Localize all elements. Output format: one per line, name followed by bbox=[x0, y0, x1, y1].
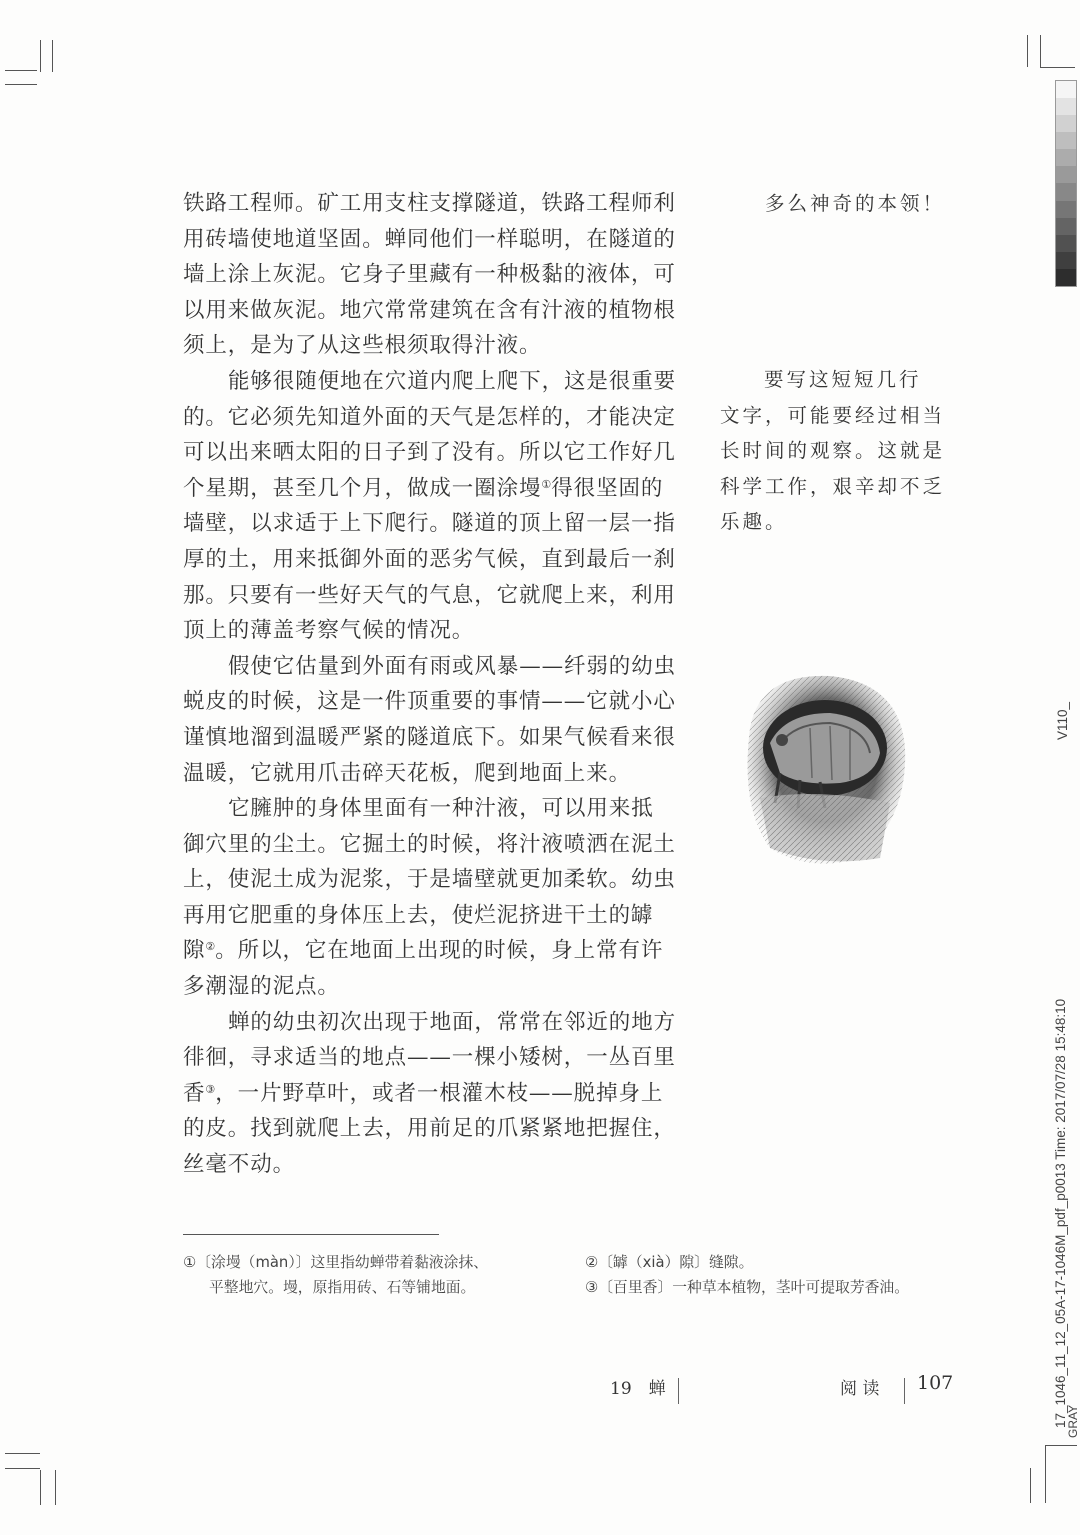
crop-mark bbox=[1040, 35, 1041, 67]
print-job-info: 17_1046_11_12_05A-17-1046M_pdf_p0013 Time: 2017/07/28 15:48:10 bbox=[1053, 998, 1068, 1428]
text-line: 那。只要有一些好天气的气息，它就爬上来，利用 bbox=[183, 582, 676, 608]
crop-mark bbox=[5, 1468, 40, 1469]
text-line: 铁路工程师。矿工用支柱支撑隧道，铁路工程师利 bbox=[183, 191, 676, 216]
gray-step bbox=[1056, 149, 1076, 166]
grayscale-calibration-bar bbox=[1055, 80, 1077, 287]
text-line: 蜕皮的时候，这是一件顶重要的事情——它就小心 bbox=[183, 689, 676, 715]
text-line: 香③，一片野草叶，或者一根灌木枝——脱掉身上 bbox=[183, 1080, 664, 1106]
gray-step bbox=[1056, 235, 1076, 252]
text-line: 的。它必须先知道外面的天气是怎样的，才能决定 bbox=[183, 404, 676, 430]
crop-mark bbox=[1030, 1468, 1031, 1503]
side-note-line: 科学工作，艰辛却不乏 bbox=[720, 474, 946, 498]
text-line: 多潮湿的泥点。 bbox=[183, 974, 340, 1000]
footnote-reference[interactable]: ② bbox=[205, 940, 216, 954]
text-line: 用砖墙使地道坚固。蝉同他们一样聪明，在隧道的 bbox=[183, 226, 676, 252]
crop-mark bbox=[55, 1470, 56, 1505]
text-line: 再用它肥重的身体压上去，使烂泥挤进干土的罅 bbox=[183, 902, 654, 928]
text-line: 温暖，它就用爪击碎天花板，爬到地面上来。 bbox=[183, 760, 632, 786]
crop-mark bbox=[5, 84, 37, 85]
page-number: 107 bbox=[917, 1372, 954, 1394]
side-note-2 bbox=[720, 362, 945, 540]
text-line: 假使它估量到外面有雨或风暴——纤弱的幼虫 bbox=[228, 653, 677, 679]
crop-mark bbox=[5, 1453, 40, 1454]
gray-step bbox=[1056, 98, 1076, 115]
text-line: 能够很随便地在穴道内爬上爬下，这是很重要 bbox=[228, 368, 677, 394]
text-line: 御穴里的尘土。它掘土的时候，将汁液喷洒在泥土 bbox=[183, 831, 676, 857]
crop-mark bbox=[1045, 1445, 1077, 1446]
crop-mark bbox=[1027, 35, 1028, 67]
footnote-1-line: 平整地穴。墁，原指用砖、石等铺地面。 bbox=[209, 1279, 476, 1296]
footnote-3: ③〔百里香〕一种草本植物，茎叶可提取芳香油。 bbox=[585, 1279, 910, 1296]
text-line: 须上，是为了从这些根须取得汁液。 bbox=[183, 333, 542, 359]
text-line: 它臃肿的身体里面有一种汁液，可以用来抵 bbox=[228, 796, 654, 822]
cicada-nymph-illustration bbox=[740, 668, 910, 873]
text-line: 墙壁，以求适于上下爬行。隧道的顶上留一层一指 bbox=[183, 511, 676, 537]
crop-mark bbox=[5, 70, 37, 71]
gray-step bbox=[1056, 201, 1076, 218]
section-name: 阅 读 bbox=[840, 1379, 880, 1399]
side-note-1: 多么神奇的本领！ bbox=[765, 192, 946, 215]
footnote-1-line: ①〔涂墁（màn）〕这里指幼蝉带着黏液涂抹、 bbox=[183, 1254, 489, 1271]
gray-step bbox=[1056, 269, 1076, 286]
side-note-line: 乐趣。 bbox=[720, 510, 788, 534]
text-line: 的皮。找到就爬上去，用前足的爪紧紧地把握住， bbox=[183, 1116, 676, 1142]
lesson-title: 19 蝉 bbox=[610, 1379, 666, 1399]
text-line: 隙②。所以，它在地面上出现的时候，身上常有许 bbox=[183, 938, 664, 964]
text-line: 个星期，甚至几个月，做成一圈涂墁①得很坚固的 bbox=[183, 475, 664, 501]
gray-step bbox=[1056, 115, 1076, 132]
gray-step bbox=[1056, 252, 1076, 269]
footer-separator bbox=[904, 1378, 905, 1404]
footer-separator bbox=[678, 1378, 679, 1404]
crop-mark bbox=[1040, 67, 1075, 68]
gray-step bbox=[1056, 183, 1076, 200]
text-line: 蝉的幼虫初次出现于地面，常常在邻近的地方 bbox=[228, 1009, 677, 1035]
text-line: 上，使泥土成为泥浆，于是墙壁就更加柔软。幼虫 bbox=[183, 867, 676, 893]
gray-step bbox=[1056, 166, 1076, 183]
crop-mark bbox=[1045, 1445, 1046, 1503]
text-line: 丝毫不动。 bbox=[183, 1152, 296, 1178]
side-note-line: 长时间的观察。这就是 bbox=[720, 439, 946, 463]
color-mode-mark: GRAY bbox=[1066, 1404, 1080, 1438]
gray-step bbox=[1056, 81, 1076, 98]
main-text-column bbox=[183, 186, 683, 1183]
text-line: 顶上的薄盖考察气候的情况。 bbox=[183, 618, 475, 644]
text-line: 徘徊，寻求适当的地点——一棵小矮树，一丛百里 bbox=[183, 1045, 676, 1071]
gray-step bbox=[1056, 218, 1076, 235]
side-note-line: 文字，可能要经过相当 bbox=[720, 403, 946, 427]
version-mark: V110_ bbox=[1055, 701, 1070, 740]
footnotes-right bbox=[585, 1250, 909, 1300]
text-line: 墙上涂上灰泥。它身子里藏有一种极黏的液体，可 bbox=[183, 262, 676, 288]
footnote-1 bbox=[183, 1250, 488, 1300]
footnote-reference[interactable]: ① bbox=[541, 477, 552, 491]
footnote-2: ②〔罅（xià）隙〕缝隙。 bbox=[585, 1254, 754, 1271]
side-note-line: 要写这短短几行 bbox=[764, 368, 922, 391]
gray-step bbox=[1056, 132, 1076, 149]
footnote-divider bbox=[183, 1234, 439, 1235]
text-line: 谨慎地溜到温暖严紧的隧道底下。如果气候看来很 bbox=[183, 724, 676, 750]
crop-mark bbox=[40, 1470, 41, 1505]
text-line: 厚的土，用来抵御外面的恶劣气候，直到最后一刹 bbox=[183, 546, 676, 572]
crop-mark bbox=[52, 40, 53, 72]
text-line: 可以出来晒太阳的日子到了没有。所以它工作好几 bbox=[183, 440, 676, 466]
footnote-reference[interactable]: ③ bbox=[205, 1082, 216, 1096]
crop-mark bbox=[40, 40, 41, 72]
text-line: 以用来做灰泥。地穴常常建筑在含有汁液的植物根 bbox=[183, 297, 676, 323]
